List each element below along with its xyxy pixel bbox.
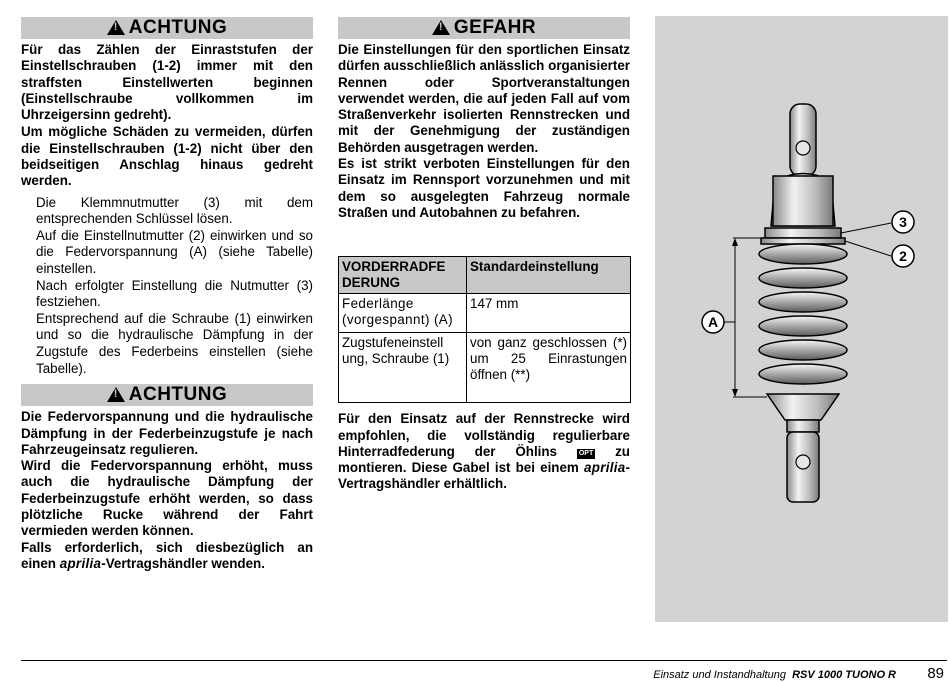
callout-3: 3 bbox=[899, 214, 907, 230]
warning1-paragraph-1: Für das Zählen der Einraststufen der Einstellschrauben (1-2) immer mit den straffsten Einstellwerten beginnen (Einstellschraube vollkommen im Uhrzeigersinn gedreht). bbox=[21, 42, 313, 123]
warning-title-2: ACHTUNG bbox=[128, 384, 228, 406]
warning1-paragraph-2: Um mögliche Schäden zu vermeiden, dürfen die Einstellschrauben (1-2) nicht über den beidseitigen Anschlag hinaus gedreht werden. bbox=[21, 124, 313, 189]
callout-2: 2 bbox=[899, 248, 907, 264]
table-cell: Federlänge (vorgespannt) (A) bbox=[339, 294, 467, 333]
table-cell: 147 mm bbox=[467, 294, 631, 333]
callout-A: A bbox=[707, 314, 719, 330]
danger-banner bbox=[338, 17, 630, 39]
warning-triangle-icon bbox=[432, 20, 450, 35]
shock-absorber-illustration bbox=[655, 16, 948, 622]
warning2-paragraph-3: Falls erforderlich, sich diesbezüglich an einen aprilia-Vertragshändler wenden. bbox=[21, 539, 313, 571]
table-cell: Zugstufeneinstell ung, Schraube (1) bbox=[339, 333, 467, 403]
warning-banner-2 bbox=[21, 384, 313, 406]
warning-triangle-icon bbox=[107, 20, 125, 35]
danger-paragraph-2: Es ist strikt verboten Einstellungen für den Einsatz im Rennsport vorzunehmen und mit dem so ausgelegten Fahrzeug normale Straßen und Autobahnen zu befahren. bbox=[338, 156, 630, 220]
settings-table bbox=[338, 256, 631, 403]
step-4: Entsprechend auf die Schraube (1) einwirken und so die hydraulische Dämpfung in der Zugstufe des Federbeins einstellen (siehe Tabelle). bbox=[36, 310, 313, 376]
warning-title-1: ACHTUNG bbox=[128, 17, 228, 38]
table-row bbox=[339, 333, 631, 403]
danger-paragraph-1: Die Einstellungen für den sportlichen Einsatz dürfen ausschließlich anlässlich organisierter Rennen oder Sportveranstaltungen verwendet werden, die auf jeden Fall auf vom Straßenverkehr isolierten Rennstrecken und mit der Genehmigung der zuständigen Behörden ausgetragen werden. bbox=[338, 42, 630, 155]
step-3: Nach erfolgter Einstellung die Nutmutter (3) festziehen. bbox=[36, 277, 313, 310]
table-row bbox=[339, 294, 631, 333]
table-header-cell: VORDERRADFE DERUNG bbox=[339, 257, 467, 294]
left-column bbox=[21, 17, 313, 572]
footer-model: RSV 1000 TUONO R bbox=[792, 669, 896, 681]
step-2: Auf die Einstellnutmutter (2) einwirken und so die Federvorspannung (A) (siehe Tabelle) einstellen. bbox=[36, 227, 313, 277]
opt-badge: OPT bbox=[578, 449, 594, 457]
warning-banner-1 bbox=[21, 17, 313, 39]
page-number: 89 bbox=[927, 665, 944, 682]
aprilia-brand: aprilia bbox=[583, 460, 626, 476]
step-1: Die Klemmnutmutter (3) mit dem entsprechenden Schlüssel lösen. bbox=[36, 194, 313, 227]
warning2-paragraph-2: Wird die Federvorspannung erhöht, muss auch die hydraulische Dämpfung der Federbeinzugstufe erhöht werden, so dass plötzliche Rucke während der Fahrt vermieden werden können. bbox=[21, 458, 313, 539]
warning-triangle-icon bbox=[107, 387, 125, 402]
footer-divider bbox=[21, 660, 947, 661]
warning2-paragraph-1: Die Federvorspannung und die hydraulische Dämpfung in der Federbeinzugstufe je nach Fahrzeugeinsatz regulieren. bbox=[21, 409, 313, 457]
shock-absorber-figure bbox=[655, 16, 948, 622]
table-header-cell: Standardeinstellung bbox=[467, 257, 631, 294]
danger-title: GEFAHR bbox=[453, 17, 537, 38]
table-header-row bbox=[339, 257, 631, 294]
table-cell: von ganz geschlossen (*) um 25 Einrastungen öffnen (**) bbox=[467, 333, 631, 403]
aprilia-brand: aprilia bbox=[59, 555, 102, 571]
racing-note: Für den Einsatz auf der Rennstrecke wird empfohlen, die vollständig regulierbare Hinterradfederung der Öhlins OPT zu montieren. Diese Gabel ist bei einem aprilia-Vertragshändler erhältlich. bbox=[338, 411, 630, 492]
middle-column bbox=[338, 17, 630, 493]
instruction-steps bbox=[21, 195, 313, 378]
footer-caption: Einsatz und Instandhaltung RSV 1000 TUONO R bbox=[653, 669, 896, 681]
